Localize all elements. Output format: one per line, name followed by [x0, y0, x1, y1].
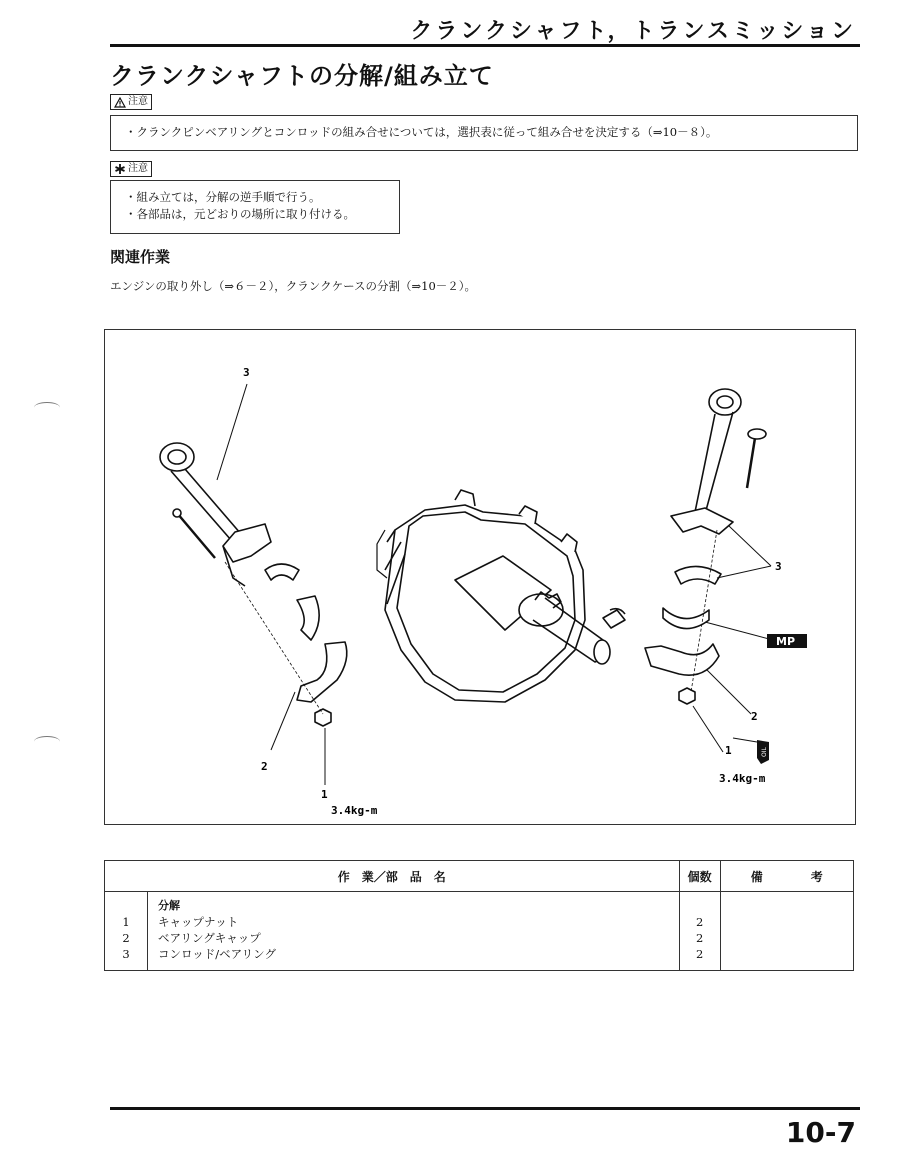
- part-name: キャップナット: [158, 915, 239, 929]
- caution-item: ・クランクピンベアリングとコンロッドの組み合せについては，選択表に従って組み合せを決定する（⇒10－８）。: [125, 125, 718, 139]
- header-rule: [110, 44, 860, 47]
- service-star-icon: [114, 163, 126, 175]
- torque-left: 3.4kg-m: [331, 804, 378, 817]
- part-name: コンロッド/ベアリング: [158, 947, 276, 961]
- left-bearing-upper: [265, 564, 299, 580]
- torque-right: 3.4kg-m: [719, 772, 766, 785]
- right-connecting-rod: [671, 389, 741, 534]
- caution-tag-label: 注意: [128, 96, 148, 107]
- right-cap-nut: [679, 688, 695, 704]
- section-title: クランクシャフトの分解/組み立て: [110, 62, 494, 90]
- warning-triangle-icon: [114, 97, 126, 108]
- name-column: [148, 892, 680, 971]
- header-remarks: 備 考: [720, 861, 853, 892]
- exploded-diagram: [104, 329, 856, 825]
- note-item: ・組み立ては，分解の逆手順で行う。: [125, 190, 321, 204]
- label-2-right: 2: [751, 710, 758, 723]
- caution-box: [110, 115, 858, 151]
- left-bearing-lower: [297, 596, 319, 640]
- oil-can-icon: [733, 738, 769, 764]
- chapter-title: クランクシャフト，トランスミッション: [410, 19, 856, 44]
- part-name: ベアリングキャップ: [158, 931, 261, 945]
- left-cap-nut: [315, 709, 331, 726]
- crankshaft-drawing: [105, 330, 857, 826]
- remarks-column: [720, 892, 853, 971]
- part-qty: 2: [695, 931, 704, 945]
- qty-column: [679, 892, 720, 971]
- right-bearing-lower: [663, 608, 709, 629]
- header-qty: 個数: [679, 861, 720, 892]
- footer-rule: [110, 1107, 860, 1110]
- label-2-left: 2: [261, 760, 268, 773]
- parts-table: [104, 860, 854, 971]
- related-text: エンジンの取り外し（⇒６－２），クランクケースの分割（⇒10－２）。: [110, 279, 477, 293]
- label-3-right: 3: [775, 560, 782, 573]
- part-qty: 2: [695, 915, 704, 929]
- svg-text:OIL: OIL: [761, 747, 768, 757]
- note-item: ・各部品は，元どおりの場所に取り付ける。: [125, 207, 355, 221]
- row-number: 2: [122, 931, 130, 945]
- svg-text:MP: MP: [776, 635, 796, 648]
- crankshaft: [377, 490, 625, 702]
- part-qty: 2: [695, 947, 704, 961]
- right-bearing-upper: [675, 566, 721, 584]
- label-3-left: 3: [243, 366, 250, 379]
- note-box: [110, 180, 400, 234]
- caution-tag: [110, 94, 152, 110]
- binding-hole-mark: [34, 402, 60, 413]
- label-1-left: 1: [321, 788, 328, 801]
- row-number: 1: [122, 915, 130, 929]
- note-tag-label: 注意: [128, 163, 148, 174]
- binding-hole-mark: [34, 736, 60, 747]
- related-heading: 関連作業: [110, 248, 171, 266]
- grease-mp-icon: [767, 634, 807, 648]
- row-number: 3: [122, 947, 130, 961]
- note-tag: [110, 161, 152, 177]
- page-number: 10-7: [785, 1116, 856, 1149]
- group-label: 分解: [158, 899, 180, 912]
- number-column: [105, 892, 148, 971]
- header-name: 作 業／部 品 名: [105, 861, 680, 892]
- label-1-right: 1: [725, 744, 732, 757]
- left-bearing-cap: [297, 642, 347, 702]
